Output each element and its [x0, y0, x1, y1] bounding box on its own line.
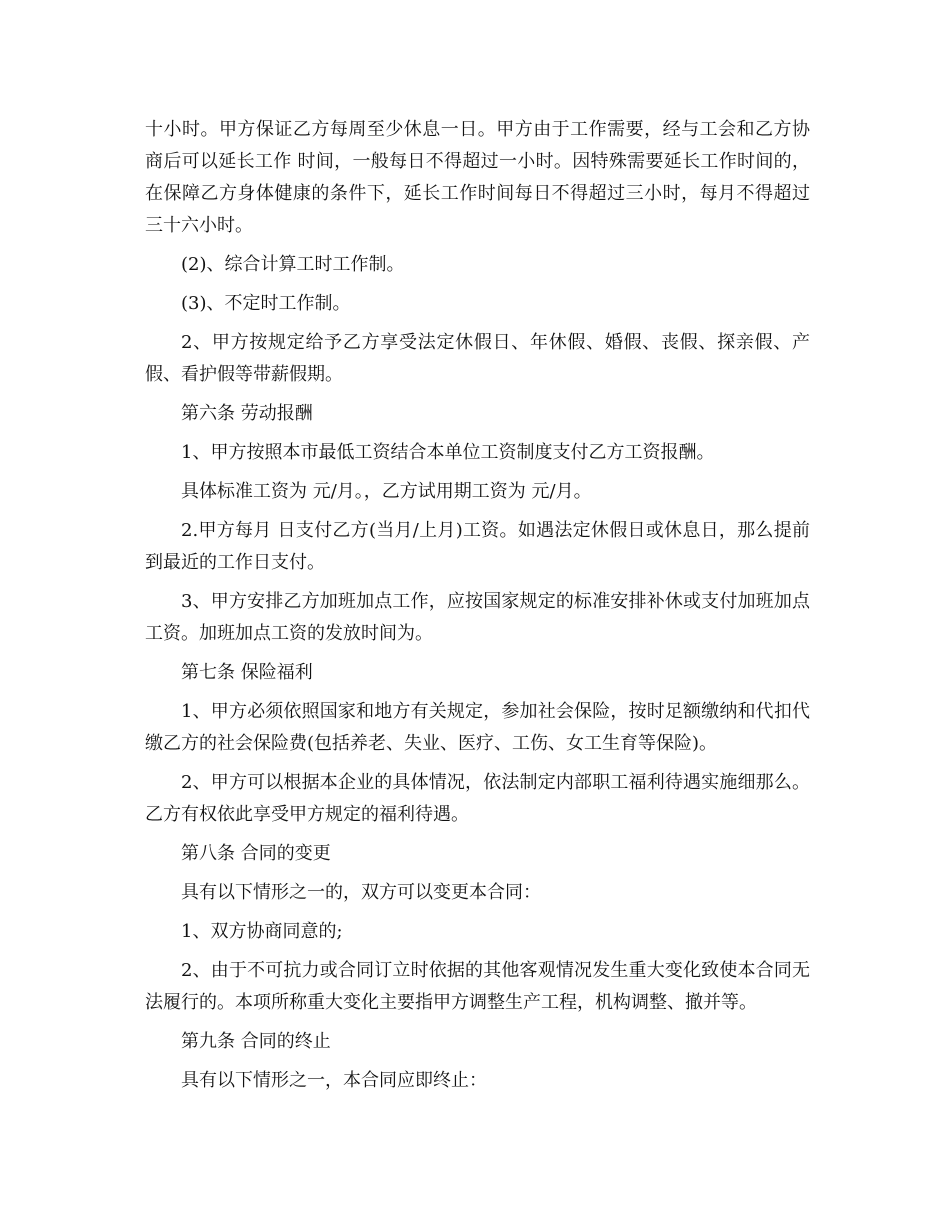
- paragraph-mutual-consent: 1、双方协商同意的;: [181, 921, 343, 942]
- paragraph-comprehensive-hours: (2)、综合计算工时工作制。: [181, 254, 405, 275]
- paragraph-wage-amount: 具体标准工资为 元/月。，乙方试用期工资为 元/月。: [181, 481, 592, 502]
- paragraph-pay-date: 2.甲方每月 日支付乙方(当月/上月)工资。如遇法定休假日或休息日，那么提前到最近的工作日支付。: [145, 520, 810, 573]
- heading-article-9: 第九条 合同的终止: [181, 1031, 331, 1052]
- paragraph-flexible-hours: (3)、不定时工作制。: [181, 293, 351, 314]
- paragraph-paid-leave: 2、甲方按规定给予乙方享受法定休假日、年休假、婚假、丧假、探亲假、产假、看护假等带薪假期。: [145, 332, 810, 385]
- paragraph-work-hours-continuation: 十小时。甲方保证乙方每周至少休息一日。甲方由于工作需要，经与工会和乙方协 商后可以延长工作 时间，一般每日不得超过一小时。因特殊需要延长工作时间的，在保障乙方身体健康的条件下，延长工作时间每日不得超过三小时，每月不得超过三十六小时。: [145, 119, 810, 236]
- document-body: [145, 114, 810, 1104]
- paragraph-social-insurance: 1、甲方必须依照国家和地方有关规定，参加社会保险，按时足额缴纳和代扣代缴乙方的社会保险费(包括养老、失业、医疗、工伤、女工生育等保险)。: [145, 701, 810, 754]
- heading-article-6: 第六条 劳动报酬: [181, 403, 313, 424]
- paragraph-termination-conditions: 具有以下情形之一，本合同应即终止：: [181, 1070, 487, 1091]
- paragraph-welfare: 2、甲方可以根据本企业的具体情况，依法制定内部职工福利待遇实施细那么。乙方有权依此享受甲方规定的福利待遇。: [145, 772, 810, 825]
- paragraph-change-conditions: 具有以下情形之一的，双方可以变更本合同：: [181, 882, 541, 903]
- paragraph-force-majeure: 2、由于不可抗力或合同订立时依据的其他客观情况发生重大变化致使本合同无法履行的。本项所称重大变化主要指甲方调整生产工程，机构调整、撤并等。: [145, 960, 810, 1013]
- paragraph-overtime-pay: 3、甲方安排乙方加班加点工作，应按国家规定的标准安排补休或支付加班加点工资。加班加点工资的发放时间为。: [145, 591, 810, 644]
- heading-article-8: 第八条 合同的变更: [181, 843, 331, 864]
- heading-article-7: 第七条 保险福利: [181, 662, 313, 683]
- paragraph-wage-basis: 1、甲方按照本市最低工资结合本单位工资制度支付乙方工资报酬。: [181, 442, 715, 463]
